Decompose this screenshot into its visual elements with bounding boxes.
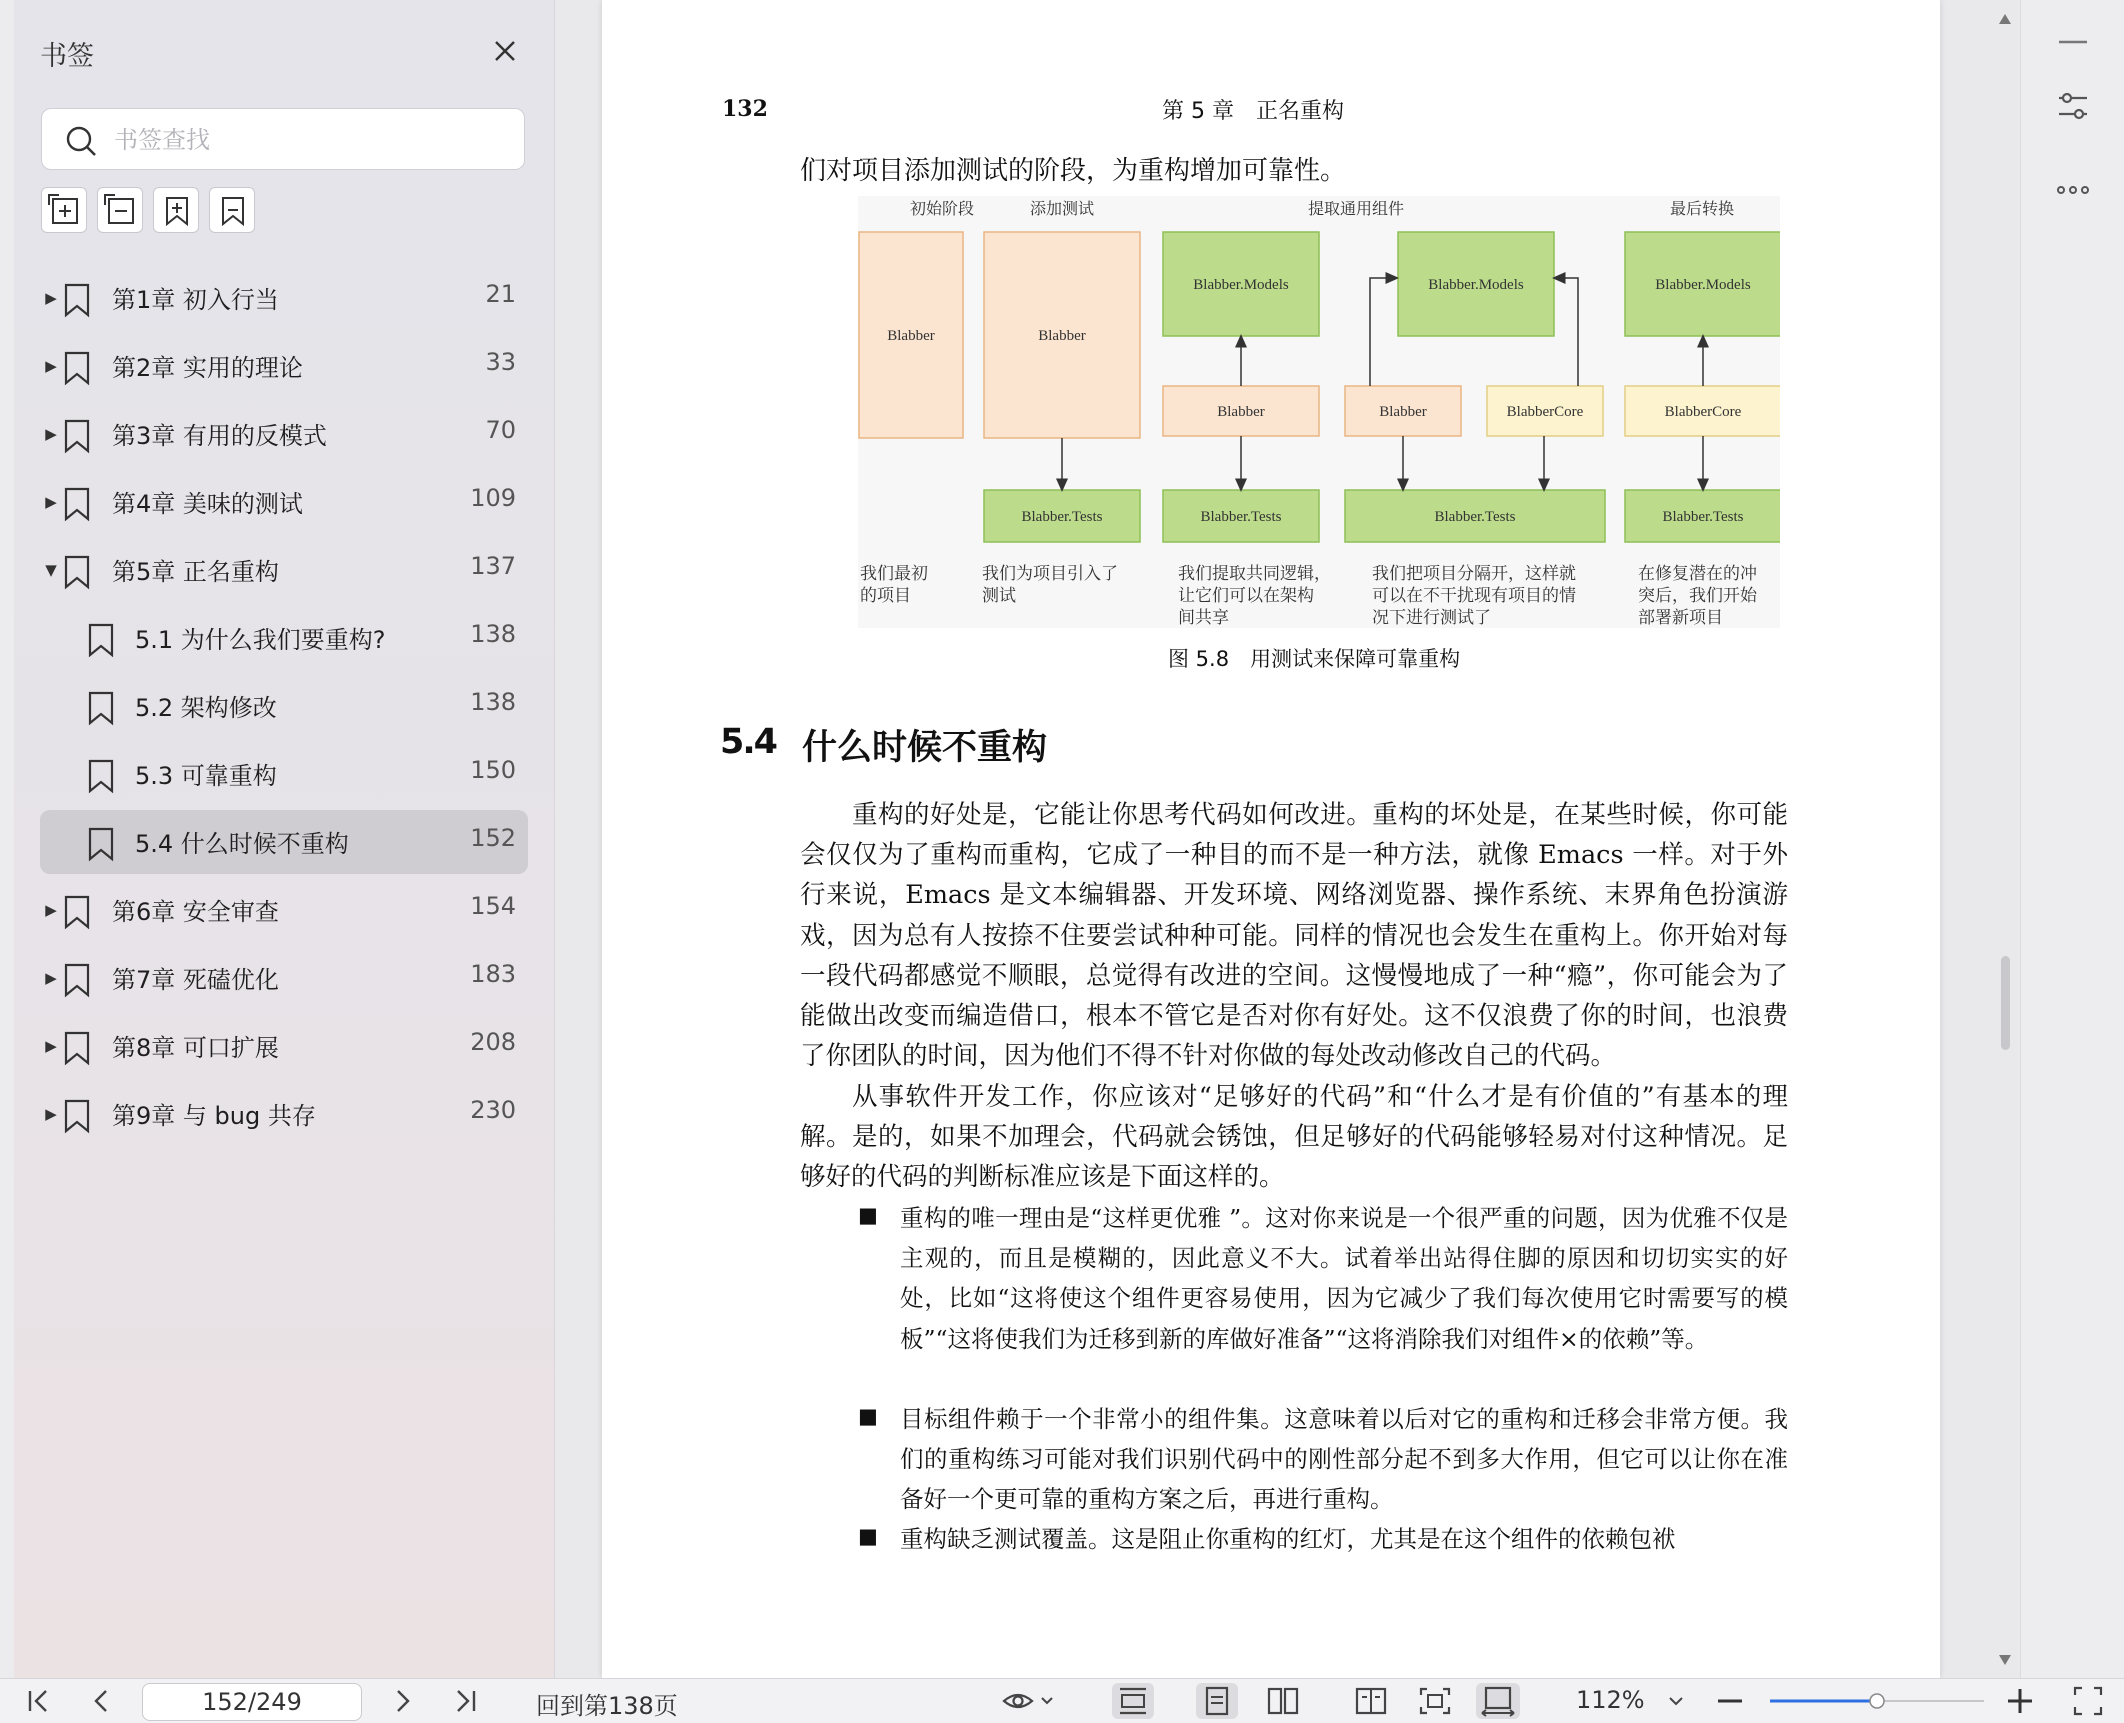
bookmark-label: 第4章 美味的测试 <box>112 490 303 518</box>
bookmark-label: 第9章 与 bug 共存 <box>112 1102 316 1130</box>
settings-sliders-icon[interactable] <box>2055 88 2091 124</box>
bookmark-label: 5.1 为什么我们要重构? <box>135 626 386 654</box>
bookmark-page: 137 <box>470 552 516 580</box>
bookmark-label: 第1章 初入行当 <box>112 286 279 314</box>
bullet-mark: ■ <box>858 1203 878 1227</box>
stage-caption-line: 在修复潜在的冲 <box>1638 564 1757 584</box>
bottom-toolbar <box>0 1678 2124 1723</box>
expand-arrow-icon[interactable]: ▶ <box>45 357 57 375</box>
bullet-item: 目标组件赖于一个非常小的组件集。这意味着以后对它的重构和迁移会非常方便。我们的重构练习可能对我们识别代码中的刚性部分起不到多大作用，但它可以让你在准备好一个更可靠的重构方案之后，再进行重构。 <box>900 1405 1788 1514</box>
box-label: Blabber <box>1217 404 1265 420</box>
bookmark-button[interactable] <box>209 187 255 233</box>
bookmark-page: 138 <box>470 688 516 716</box>
document-page <box>602 0 1940 1678</box>
bullet-item: 重构缺乏测试覆盖。这是阻止你重构的红灯，尤其是在这个组件的依赖包袱 <box>900 1525 1676 1553</box>
box-label: Blabber <box>1379 404 1427 420</box>
bookmark-panel <box>14 0 555 1678</box>
box-label: Blabber.Models <box>1193 277 1289 293</box>
stage-caption-line: 测试 <box>982 586 1016 606</box>
bookmark-icon <box>86 826 116 862</box>
scroll-up-icon[interactable] <box>1999 14 2011 24</box>
expand-arrow-icon[interactable]: ▶ <box>45 1037 57 1055</box>
box-label: Blabber <box>887 328 935 344</box>
first-page-icon[interactable] <box>20 1683 56 1719</box>
bookmark-search[interactable] <box>41 108 525 170</box>
expand-arrow-icon[interactable]: ▶ <box>45 289 57 307</box>
add-bookmark-button[interactable] <box>153 187 199 233</box>
box-label: Blabber.Models <box>1655 277 1751 293</box>
add-bookmark-icon <box>160 194 194 228</box>
scroll-down-icon[interactable] <box>1999 1655 2011 1665</box>
section-number: 5.4 <box>720 722 777 762</box>
expand-all-icon <box>48 194 82 228</box>
stage-caption-line: 部署新项目 <box>1638 608 1723 628</box>
bookmark-label: 第3章 有用的反模式 <box>112 422 327 450</box>
bookmark-icon <box>62 1098 92 1134</box>
next-page-icon[interactable] <box>384 1683 420 1719</box>
bookmark-label: 5.3 可靠重构 <box>135 762 277 790</box>
single-page-icon[interactable] <box>1196 1683 1238 1719</box>
bookmark-item-5-4[interactable] <box>40 810 528 874</box>
page-number: 132 <box>722 96 768 122</box>
bookmark-item-chapter-1[interactable] <box>40 266 528 330</box>
bookmark-page: 230 <box>470 1096 516 1124</box>
figure-diagram <box>858 196 1780 628</box>
stage-caption-line: 可以在不干扰现有项目的情 <box>1372 586 1576 606</box>
zoom-dropdown-icon[interactable] <box>1664 1683 1688 1719</box>
figure-caption: 图 5.8 用测试来保障可靠重构 <box>1168 647 1461 671</box>
stage-caption-line: 间共享 <box>1178 608 1229 628</box>
stage-caption-line: 让它们可以在架构 <box>1178 586 1314 606</box>
zoom-slider[interactable] <box>1770 1687 1984 1715</box>
go-back-link[interactable]: 回到第138页 <box>536 1692 678 1720</box>
bookmark-label: 第8章 可口扩展 <box>112 1034 279 1062</box>
bookmark-panel-title: 书签 <box>40 41 94 72</box>
bookmark-page: 150 <box>470 756 516 784</box>
eye-icon[interactable] <box>1000 1683 1056 1719</box>
bookmark-label: 5.2 架构修改 <box>135 694 277 722</box>
close-icon[interactable] <box>488 34 522 68</box>
bookmark-item-chapter-9[interactable] <box>40 1082 528 1146</box>
search-icon <box>64 124 98 158</box>
arrow <box>1558 278 1578 386</box>
fit-width-icon[interactable] <box>1476 1683 1520 1719</box>
expand-all-button[interactable] <box>41 187 87 233</box>
last-page-icon[interactable] <box>448 1683 484 1719</box>
section-title: 什么时候不重构 <box>802 728 1048 768</box>
bookmark-item-chapter-6[interactable] <box>40 878 528 942</box>
stage-label: 初始阶段 <box>910 201 975 218</box>
bookmark-icon <box>86 690 116 726</box>
zoom-level[interactable]: 112% <box>1576 1686 1645 1714</box>
book-view-icon[interactable] <box>1350 1683 1392 1719</box>
bookmark-icon <box>62 350 92 386</box>
stage-caption-line: 的项目 <box>860 586 911 606</box>
bookmark-icon <box>62 486 92 522</box>
bookmark-page: 208 <box>470 1028 516 1056</box>
two-page-icon[interactable] <box>1262 1683 1304 1719</box>
collapse-arrow-icon[interactable]: ▼ <box>45 561 57 579</box>
bookmark-page: 70 <box>485 416 516 444</box>
bookmark-page: 33 <box>485 348 516 376</box>
bookmark-label: 第6章 安全审查 <box>112 898 279 926</box>
stage-caption-line: 况下进行测试了 <box>1372 608 1491 628</box>
bookmark-item-5-3[interactable] <box>40 742 528 806</box>
expand-arrow-icon[interactable]: ▶ <box>45 425 57 443</box>
bookmark-item-chapter-4[interactable] <box>40 470 528 534</box>
bookmark-page: 138 <box>470 620 516 648</box>
bookmark-label: 5.4 什么时候不重构 <box>135 830 349 858</box>
arrow <box>1370 278 1393 386</box>
bookmark-page: 152 <box>470 824 516 852</box>
paragraph: 从事软件开发工作，你应该对“足够好的代码”和“什么才是有价值的”有基本的理解。是的，如果不加理会，代码就会锈蚀，但足够好的代码能够轻易对付这种情况。足够好的代码的判断标准应该是下面这样的。 <box>800 1082 1788 1193</box>
stage-caption-line: 我们为项目引入了 <box>982 564 1118 584</box>
running-head: 第 5 章 正名重构 <box>1162 99 1344 124</box>
bookmark-item-chapter-8[interactable] <box>40 1014 528 1078</box>
stage-caption-line: 突后，我们开始 <box>1638 586 1757 606</box>
zoom-in-icon[interactable] <box>2002 1683 2038 1719</box>
expand-arrow-icon[interactable]: ▶ <box>45 969 57 987</box>
box-label: Blabber.Tests <box>1021 509 1103 525</box>
box-label: BlabberCore <box>1664 404 1742 420</box>
bullet-mark: ■ <box>858 1404 878 1428</box>
bookmark-page: 21 <box>485 280 516 308</box>
more-icon[interactable] <box>2055 178 2091 202</box>
fullscreen-icon[interactable] <box>2070 1683 2106 1719</box>
bookmark-search-input[interactable] <box>112 119 516 161</box>
bookmark-item-5-1[interactable] <box>40 606 528 670</box>
stage-label: 最后转换 <box>1670 201 1735 218</box>
zoom-out-icon[interactable] <box>1712 1683 1748 1719</box>
bookmark-page: 109 <box>470 484 516 512</box>
box-label: Blabber.Tests <box>1200 509 1282 525</box>
stage-caption-line: 我们最初 <box>860 564 928 584</box>
bookmark-icon <box>62 418 92 454</box>
figure-5-8 <box>858 196 1780 628</box>
paragraph: 重构的好处是，它能让你思考代码如何改进。重构的坏处是，在某些时候，你可能会仅仅为了重构而重构，它成了一种目的而不是一种方法，就像 Emacs 一样。对于外行来说，Emacs 是文本编辑器、开发环境、网络浏览器、操作系统、末界角色扮演游戏，因为总有人按捺不住要尝试种种可能。同样的情况也会发生在重构上。你开始对每一段代码都感觉不顺眼，总觉得有改进的空间。这慢慢地成了一种“瘾”，你可能会为了能做出改变而编造借口，根本不管它是否对你有好处。这不仅浪费了你的时间，也浪费了你团队的时间，因为他们不得不针对你做的每处改动修改自己的代码。 <box>800 800 1788 1072</box>
continuous-scroll-icon[interactable] <box>1112 1683 1154 1719</box>
bookmark-icon <box>62 282 92 318</box>
bookmark-icon <box>62 894 92 930</box>
stage-label: 提取通用组件 <box>1308 201 1405 218</box>
box-label: Blabber.Tests <box>1662 509 1744 525</box>
bookmark-page: 154 <box>470 892 516 920</box>
bookmark-page: 183 <box>470 960 516 988</box>
collapse-all-button[interactable] <box>97 187 143 233</box>
previous-page-icon[interactable] <box>84 1683 120 1719</box>
bookmark-item-chapter-7[interactable] <box>40 946 528 1010</box>
box-label: Blabber.Models <box>1428 277 1524 293</box>
right-tool-rail <box>2020 0 2124 1678</box>
stage-caption-line: 我们提取共同逻辑， <box>1178 564 1331 584</box>
bookmark-item-chapter-5[interactable] <box>40 538 528 602</box>
bullet-item: 重构的唯一理由是“这样更优雅 ”。这对你来说是一个很严重的问题，因为优雅不仅是主观的，而且是模糊的，因此意义不大。试着举出站得住脚的原因和切切实实的好处，比如“这将使这个组件更容易使用，因为它减少了我们每次使用它时需要写的模板”“这将使我们为迁移到新的库做好准备”“这将消除我们对组件×的依赖”等。 <box>900 1204 1788 1353</box>
box-label: BlabberCore <box>1506 404 1584 420</box>
page-number-input[interactable]: 152/249 <box>142 1683 362 1721</box>
bookmark-icon <box>62 962 92 998</box>
box-label: Blabber <box>1038 328 1086 344</box>
bookmark-item-5-2[interactable] <box>40 674 528 738</box>
fit-page-icon[interactable] <box>1414 1683 1456 1719</box>
bookmark-icon <box>216 194 250 228</box>
expand-arrow-icon[interactable]: ▶ <box>45 901 57 919</box>
bookmark-icon <box>62 1030 92 1066</box>
minimize-icon[interactable] <box>2055 30 2091 54</box>
bookmark-icon <box>86 758 116 794</box>
bookmark-icon <box>86 622 116 658</box>
bullet-mark: ■ <box>858 1524 878 1548</box>
bookmark-label: 第2章 实用的理论 <box>112 354 303 382</box>
bookmark-item-chapter-3[interactable] <box>40 402 528 466</box>
box-label: Blabber.Tests <box>1434 509 1516 525</box>
bookmark-label: 第7章 死磕优化 <box>112 966 279 994</box>
collapse-all-icon <box>104 194 138 228</box>
bookmark-icon <box>62 554 92 590</box>
stage-caption-line: 我们把项目分隔开，这样就 <box>1372 564 1576 584</box>
bookmark-item-chapter-2[interactable] <box>40 334 528 398</box>
expand-arrow-icon[interactable]: ▶ <box>45 493 57 511</box>
intro-line: 们对项目添加测试的阶段，为重构增加可靠性。 <box>800 156 1347 186</box>
scroll-thumb[interactable] <box>2001 956 2010 1050</box>
stage-label: 添加测试 <box>1030 201 1095 218</box>
zoom-slider-knob[interactable] <box>1870 1694 1884 1708</box>
expand-arrow-icon[interactable]: ▶ <box>45 1105 57 1123</box>
document-viewport[interactable] <box>555 0 2020 1678</box>
vertical-scrollbar[interactable] <box>1992 0 2018 1678</box>
bookmark-label: 第5章 正名重构 <box>112 558 279 586</box>
